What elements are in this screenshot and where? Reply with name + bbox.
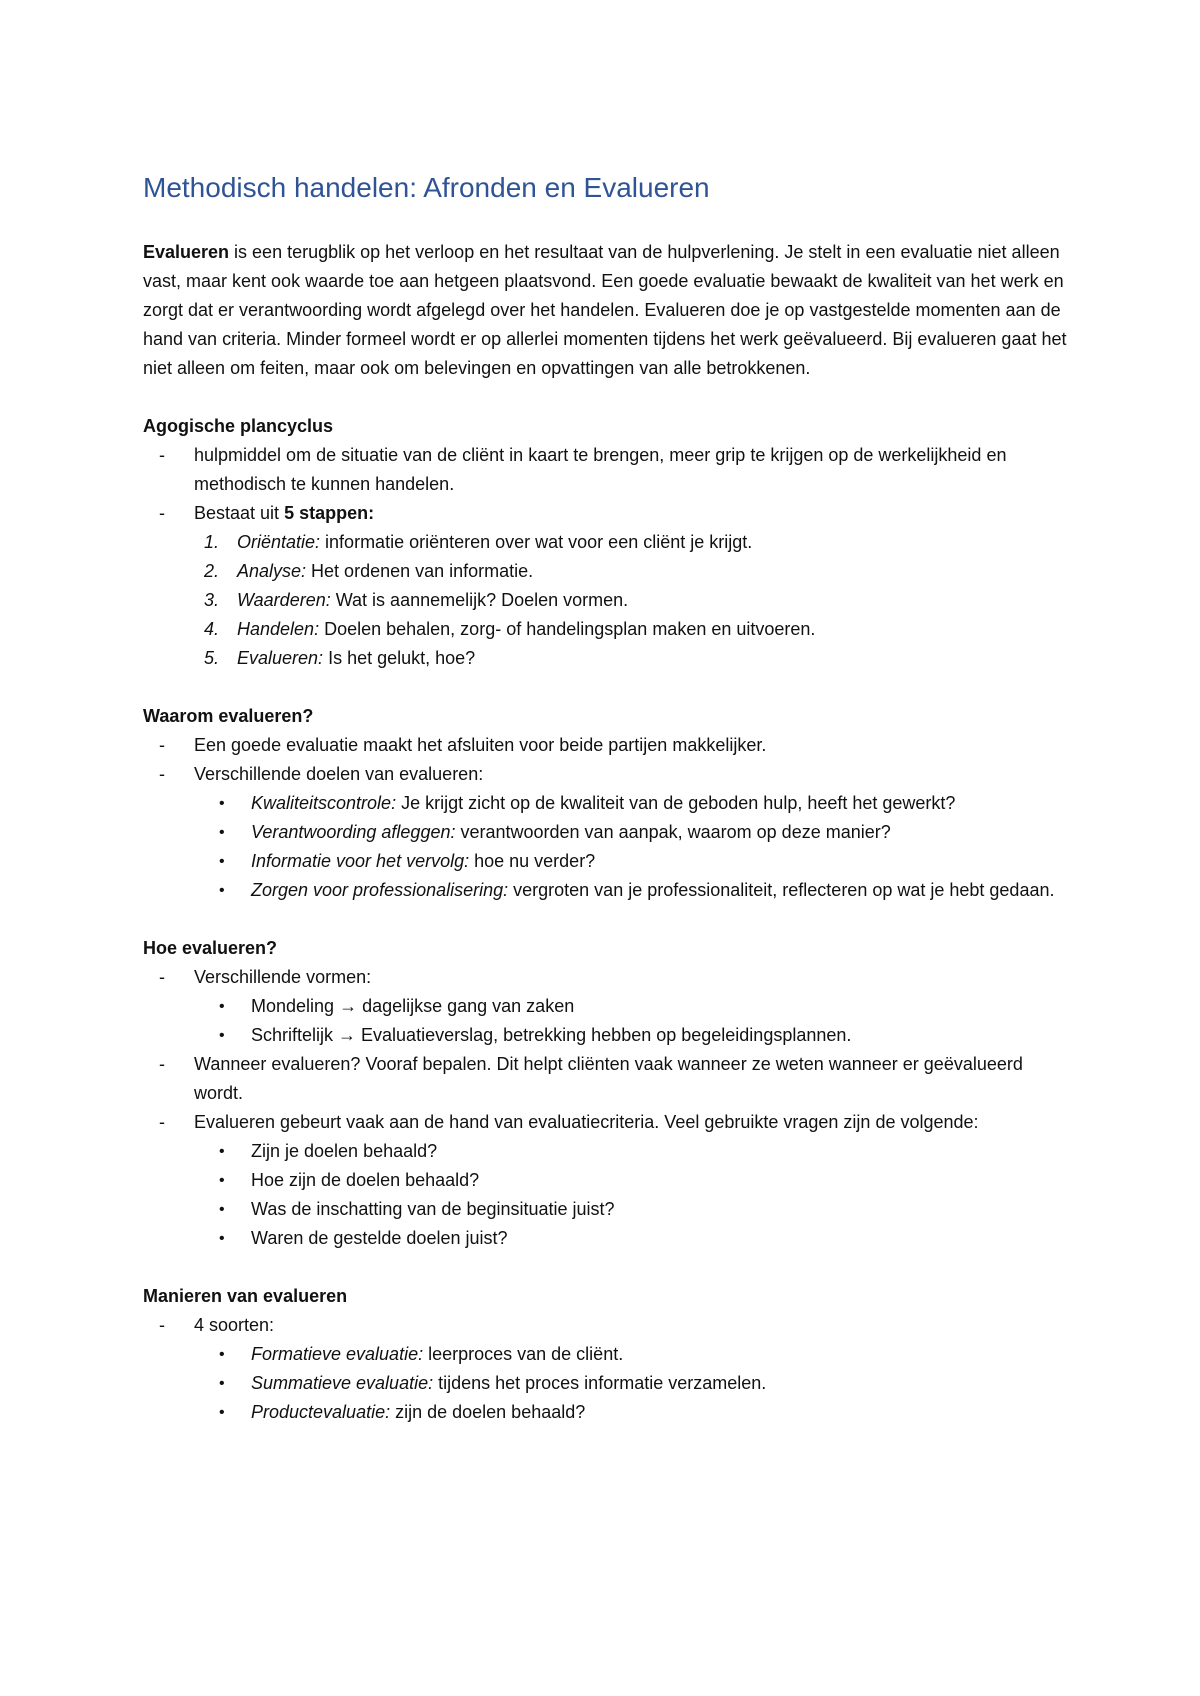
dash-list — [143, 963, 1073, 992]
bullet-item — [194, 1166, 1073, 1195]
bullet-text: Waren de gestelde doelen juist? — [251, 1228, 508, 1248]
step-term: Oriëntatie: — [237, 532, 321, 552]
bullet-text: Zijn je doelen behaald? — [251, 1141, 438, 1161]
bullet-text: hoe nu verder? — [469, 851, 596, 871]
bullet-marker: • — [219, 1230, 225, 1247]
list-item-text: Verschillende vormen: — [194, 967, 372, 987]
steps-list — [194, 528, 1073, 673]
dash-marker: - — [159, 445, 165, 465]
section-plancyclus — [143, 412, 1073, 673]
bullet-term: Zorgen voor professionalisering: — [251, 880, 509, 900]
list-item — [143, 963, 1073, 992]
bullet-term: Schriftelijk — [251, 1025, 339, 1045]
bullet-marker: • — [219, 1201, 225, 1218]
bullet-marker: • — [219, 1375, 225, 1392]
bullet-text: vergroten van je professionaliteit, reflecteren op wat je hebt gedaan. — [508, 880, 1055, 900]
bullet-marker: • — [219, 882, 225, 899]
dash-marker: - — [159, 503, 165, 523]
heading-hoe: Hoe evalueren? — [143, 938, 278, 958]
arrow-icon: → — [339, 996, 358, 1016]
document-page — [143, 168, 1073, 1456]
bullet-term: Formatieve evaluatie: — [251, 1344, 424, 1364]
list-item — [143, 1311, 1073, 1340]
list-item-bold: 5 stappen: — [284, 503, 375, 523]
bullet-list — [143, 1340, 1073, 1427]
step-item — [194, 528, 1073, 557]
dash-marker: - — [159, 1054, 165, 1074]
heading-waarom: Waarom evalueren? — [143, 706, 314, 726]
list-item-text: Evalueren gebeurt vaak aan de hand van evaluatiecriteria. Veel gebruikte vragen zijn de volgende: — [194, 1112, 979, 1132]
bullet-item — [194, 1137, 1073, 1166]
bullet-text: leerproces van de cliënt. — [423, 1344, 624, 1364]
step-item — [194, 644, 1073, 673]
bullet-item — [194, 1369, 1073, 1398]
list-item-text: hulpmiddel om de situatie van de cliënt in kaart te brengen, meer grip te krijgen op de werkelijkheid en methodisch te kunnen handelen. — [194, 445, 1007, 494]
list-item-text: 4 soorten: — [194, 1315, 275, 1335]
bullet-marker: • — [219, 998, 225, 1015]
bullet-marker: • — [219, 1346, 225, 1363]
list-item-text: Een goede evaluatie maakt het afsluiten voor beide partijen makkelijker. — [194, 735, 767, 755]
step-number: 4. — [204, 619, 220, 639]
list-item — [143, 441, 1073, 499]
bullet-text: dagelijkse gang van zaken — [357, 996, 575, 1016]
bullet-item — [194, 1398, 1073, 1427]
bullet-term: Summatieve evaluatie: — [251, 1373, 434, 1393]
list-item — [143, 1050, 1073, 1108]
step-text: Het ordenen van informatie. — [306, 561, 534, 581]
step-term: Evalueren: — [237, 648, 324, 668]
dash-marker: - — [159, 735, 165, 755]
list-item — [143, 731, 1073, 760]
dash-marker: - — [159, 967, 165, 987]
section-hoe — [143, 934, 1073, 1253]
bullet-text: verantwoorden van aanpak, waarom op deze manier? — [455, 822, 891, 842]
bullet-text: Hoe zijn de doelen behaald? — [251, 1170, 480, 1190]
bullet-term: Kwaliteitscontrole: — [251, 793, 397, 813]
dash-list — [143, 441, 1073, 673]
intro-bold-lead: Evalueren — [143, 242, 230, 262]
step-number: 2. — [204, 561, 220, 581]
bullet-marker: • — [219, 824, 225, 841]
bullet-marker: • — [219, 1172, 225, 1189]
step-item — [194, 586, 1073, 615]
heading-manieren: Manieren van evalueren — [143, 1286, 348, 1306]
bullet-item — [194, 876, 1073, 905]
list-item-text: Wanneer evalueren? Vooraf bepalen. Dit helpt cliënten vaak wanneer ze weten wanneer er geëvalueerd wordt. — [194, 1054, 1023, 1103]
bullet-text: zijn de doelen behaald? — [390, 1402, 586, 1422]
list-item — [143, 499, 1073, 673]
section-waarom — [143, 702, 1073, 905]
page-title: Methodisch handelen: Afronden en Evalueren — [143, 172, 710, 203]
dash-list — [143, 1311, 1073, 1340]
intro-paragraph — [143, 238, 1073, 383]
step-item — [194, 557, 1073, 586]
bullet-item — [194, 1340, 1073, 1369]
bullet-list — [143, 789, 1073, 905]
bullet-text: Evaluatieverslag, betrekking hebben op begeleidingsplannen. — [356, 1025, 852, 1045]
step-text: Is het gelukt, hoe? — [323, 648, 476, 668]
arrow-icon: → — [338, 1025, 357, 1045]
step-number: 3. — [204, 590, 220, 610]
step-item — [194, 615, 1073, 644]
dash-list — [143, 1050, 1073, 1137]
bullet-list — [143, 992, 1073, 1050]
step-term: Handelen: — [237, 619, 320, 639]
bullet-item — [194, 847, 1073, 876]
intro-text: is een terugblik op het verloop en het resultaat van de hulpverlening. Je stelt in een evaluatie niet alleen vast, maar kent ook waarde toe aan hetgeen plaatsvond. Een goede evaluatie bewaakt de kwaliteit van het werk en zorgt dat er verantwoording wordt afgelegd over het handelen. Evalueren doe je op vastgestelde momenten aan de hand van criteria. Minder formeel wordt er op allerlei momenten tijdens het werk geëvalueerd. Bij evalueren gaat het niet alleen om feiten, maar ook om belevingen en opvattingen van alle betrokkenen. — [143, 242, 1067, 378]
bullet-marker: • — [219, 1404, 225, 1421]
bullet-term: Mondeling — [251, 996, 340, 1016]
section-manieren — [143, 1282, 1073, 1427]
dash-marker: - — [159, 1112, 165, 1132]
step-number: 1. — [204, 532, 220, 552]
step-term: Analyse: — [237, 561, 307, 581]
step-term: Waarderen: — [237, 590, 331, 610]
bullet-term: Productevaluatie: — [251, 1402, 391, 1422]
bullet-marker: • — [219, 1027, 225, 1044]
bullet-item — [194, 992, 1073, 1021]
bullet-item — [194, 818, 1073, 847]
dash-list — [143, 731, 1073, 789]
bullet-term: Verantwoording afleggen: — [251, 822, 456, 842]
step-text: Wat is aannemelijk? Doelen vormen. — [330, 590, 629, 610]
bullet-list — [143, 1137, 1073, 1253]
list-item-text: Verschillende doelen van evalueren: — [194, 764, 484, 784]
bullet-term: Informatie voor het vervolg: — [251, 851, 470, 871]
step-text: informatie oriënteren over wat voor een cliënt je krijgt. — [320, 532, 753, 552]
bullet-item — [194, 1195, 1073, 1224]
bullet-item — [194, 789, 1073, 818]
bullet-marker: • — [219, 795, 225, 812]
step-number: 5. — [204, 648, 220, 668]
bullet-item — [194, 1224, 1073, 1253]
bullet-marker: • — [219, 1143, 225, 1160]
bullet-text: tijdens het proces informatie verzamelen. — [433, 1373, 767, 1393]
dash-marker: - — [159, 1315, 165, 1335]
bullet-text: Je krijgt zicht op de kwaliteit van de geboden hulp, heeft het gewerkt? — [396, 793, 956, 813]
step-text: Doelen behalen, zorg- of handelingsplan maken en uitvoeren. — [319, 619, 816, 639]
list-item — [143, 760, 1073, 789]
bullet-marker: • — [219, 853, 225, 870]
heading-plancyclus: Agogische plancyclus — [143, 416, 334, 436]
list-item — [143, 1108, 1073, 1137]
dash-marker: - — [159, 764, 165, 784]
bullet-text: Was de inschatting van de beginsituatie juist? — [251, 1199, 615, 1219]
bullet-item — [194, 1021, 1073, 1050]
list-item-text: Bestaat uit — [194, 503, 285, 523]
